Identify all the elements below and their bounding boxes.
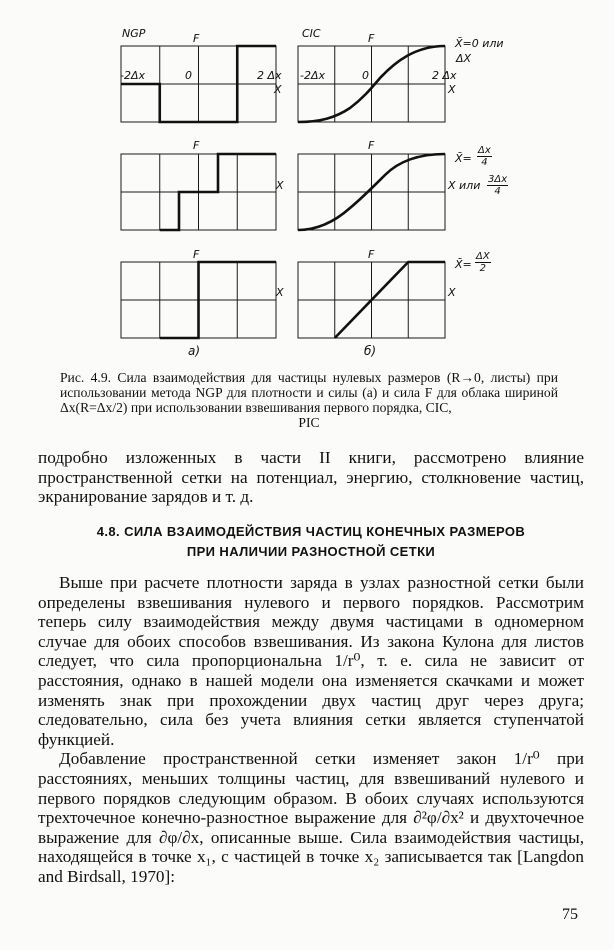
figure-graphics — [0, 0, 614, 370]
zero-label-left: 0 — [185, 69, 192, 82]
note-row2-fraction — [477, 145, 492, 168]
paragraph-continued: подробно изложенных в части II книги, рассмотрено влияние пространственной сетки на потенциал, энергию, столкновение частиц, экранирование зарядов и т. д. — [38, 448, 584, 507]
note-row3-fraction — [475, 251, 491, 274]
note-row3-num: ΔX — [476, 251, 490, 262]
minus-two-dx-label-left: -2Δx — [120, 69, 146, 82]
panel-a-label: a) — [188, 344, 201, 358]
note-row2-den: 4 — [481, 157, 488, 168]
note-row1-line1: X̄=0 или — [455, 37, 504, 50]
two-dx-label-right: 2 Δx — [432, 69, 457, 82]
caption-main: Рис. 4.9. Сила взаимодействия для частицы нулевых размеров (R→0, листы) при использовании метода NGP для плотности и силы (a) и сила F для облака шириной Δx(R=Δx/2) при использовании взвешивания первого порядка, CIC, — [60, 370, 558, 415]
ngp-label: NGP — [122, 27, 146, 40]
note-row1-line2: ΔX — [456, 52, 472, 65]
body-main — [38, 573, 584, 887]
figure-caption — [60, 370, 558, 430]
force-label-r3-right: F — [368, 248, 375, 261]
figure-4-9 — [0, 0, 614, 370]
note-row2-num2: 3Δx — [488, 174, 508, 185]
section-heading-line1: 4.8. СИЛА ВЗАИМОДЕЙСТВИЯ ЧАСТИЦ КОНЕЧНЫХ РАЗМЕРОВ — [96, 524, 526, 539]
force-label-r3-left: F — [193, 248, 200, 261]
x-label-r1-left: X — [274, 83, 282, 96]
note-row3-den: 2 — [479, 263, 487, 274]
cic-label: CIC — [302, 27, 321, 40]
panel-b-label: б) — [364, 344, 377, 358]
note-row2-fraction2 — [487, 174, 508, 197]
body-continued — [38, 448, 584, 507]
x-label-r3-right: X — [448, 286, 456, 299]
caption-end: PIC — [298, 415, 320, 430]
force-label-r1-left: F — [193, 32, 200, 45]
note-row3-prefix: X̄= — [455, 258, 472, 271]
grid-row2-right — [298, 154, 445, 230]
minus-two-dx-label-right: -2Δx — [300, 69, 326, 82]
zero-label-right: 0 — [362, 69, 369, 82]
force-label-r2-left: F — [193, 139, 200, 152]
x-label-r2-left: X — [276, 179, 284, 192]
section-heading — [38, 522, 584, 562]
note-row2-prefix: X̄= — [455, 152, 472, 165]
section-heading-line2: ПРИ НАЛИЧИИ РАЗНОСТНОЙ СЕТКИ — [186, 544, 436, 559]
x-label-r1-right: X — [448, 83, 456, 96]
force-label-r1-right: F — [368, 32, 375, 45]
note-row2-den2: 4 — [494, 186, 501, 197]
note-row2-or: X или — [448, 179, 481, 192]
page-number: 75 — [562, 906, 578, 923]
grid-row1-right — [298, 46, 445, 122]
two-dx-label-left: 2 Δx — [257, 69, 282, 82]
force-label-r2-right: F — [368, 139, 375, 152]
paragraph-1: Выше при расчете плотности заряда в узлах разностной сетки были определены взвешивания нулевого и первого порядков. Рассмотрим теперь силу взаимодействия между двумя частицами в одномерном случае для обоих способов взвешивания. Из закона Кулона для листов следует, что сила пропорциональна 1/r⁰, т. е. сила не зависит от расстояния, однако в нашей модели она изменяется скачками и может изменять знак при прохождении двух частиц друг через друга; следовательно, сила без учета влияния сетки является ступенчатой функцией. — [38, 573, 584, 749]
paragraph-2: Добавление пространственной сетки изменяет закон 1/r⁰ при расстояниях, меньших толщины частиц, для взвешиваний нулевого и первого порядков следующим образом. В обоих случаях используются трехточечное конечно-разностное выражение для ∂²φ/∂x² и двухточечное выражение для ∂φ/∂x, описанные выше. Сила взаимодействия частицы, находящейся в точке x₁, с частицей в точке x₂ записывается так [Langdon and Birdsall, 1970]: — [38, 749, 584, 886]
x-label-r3-left: X — [276, 286, 284, 299]
note-row2-num: Δx — [478, 145, 491, 156]
